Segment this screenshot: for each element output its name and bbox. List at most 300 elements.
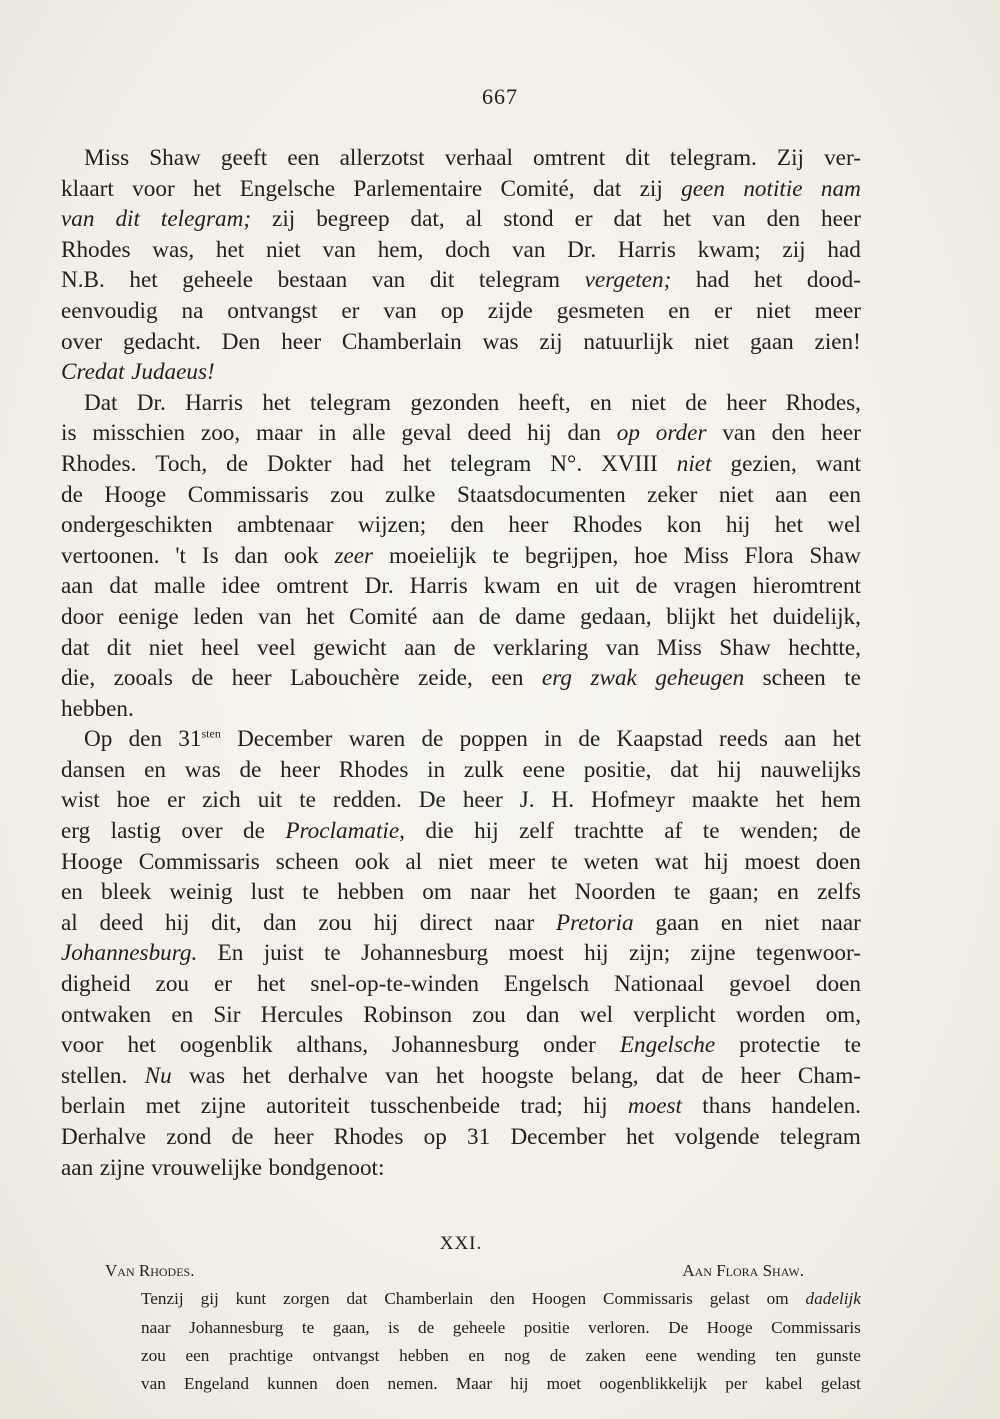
word: hechtte, [788,634,861,661]
word: geval [401,420,452,447]
word: dame [515,603,566,630]
word: wenden; [739,818,819,845]
word: zou [318,909,352,936]
text-line [61,204,861,235]
word: hebben [337,879,405,906]
word: Chamberlain [341,328,462,355]
word: de [418,1317,435,1337]
word: zijne [99,1154,145,1181]
word: dat [346,1289,368,1309]
text-line [61,877,861,908]
word: omtrent [533,145,606,171]
word: had [827,236,861,263]
word: Dat [84,389,118,416]
text-line [61,235,861,266]
word: te [550,848,568,875]
word: de [838,818,861,845]
word: Shaw [719,634,771,661]
telegram-line [61,1314,861,1342]
word: Engeland [184,1374,249,1394]
italic-word: geen [681,175,725,202]
telegram-number: XXI. [439,1233,483,1255]
word: Commissaris [603,1289,693,1309]
telegram-header [61,1257,861,1285]
word: de [635,573,658,600]
word: had [350,450,384,477]
word: allerzotst [339,145,425,171]
word: heer [508,512,549,539]
word: was [188,1062,226,1089]
word: althans, [296,1032,369,1059]
text-line [61,1030,861,1061]
word: het [242,1062,271,1089]
word: er [167,787,186,814]
word: doen [815,848,861,875]
word: dood- [806,267,861,294]
word: Dr. [567,236,597,263]
word: hij [583,1093,608,1120]
word: begrijpen, [524,542,619,569]
word: ondergeschikten [61,512,213,539]
word: uit [594,573,620,600]
word: naar [494,909,535,936]
word: hij [527,420,552,447]
word: het [193,175,222,202]
word: den [766,206,801,233]
word: ook [283,542,319,569]
word: heer [740,1062,781,1089]
text-line [61,265,861,296]
word: te [302,879,320,906]
word: Rhodes [572,512,643,539]
word: Dokter [267,450,332,477]
word: zulke [385,481,436,508]
italic-word: Johannesburg. [61,940,198,967]
word: ontvangst [227,297,318,324]
word: stellen. [61,1062,128,1089]
word: lastig [110,818,161,845]
italic-word: moest [627,1093,682,1120]
word: hij [510,1374,529,1394]
word: van [383,297,417,324]
word: Rhodes, [785,389,861,416]
word: positie [523,1317,570,1337]
word: die [425,818,454,845]
word: de [243,818,265,845]
word: Cham- [797,1062,861,1089]
word: zeker [647,481,698,508]
word: dansen [61,756,126,783]
text-line [61,1091,861,1122]
word: te [299,787,316,814]
word: den [450,512,485,539]
word: hij [725,512,751,539]
word: geheele [452,1317,506,1337]
text-line [61,1000,861,1031]
word: December [510,1124,606,1150]
word: de [421,726,444,753]
word: direct [419,909,473,936]
word: zijde [487,297,533,324]
word: en [720,909,743,936]
word: dit [106,634,132,661]
word: eene [522,756,566,783]
word: en [468,1345,485,1365]
word: van [141,1374,166,1394]
word: poppen [459,726,528,753]
text-line [61,847,861,878]
italic-word: geheugen [655,665,745,692]
word: het [662,206,692,233]
word: weinig [169,879,233,906]
word: Miss [683,542,729,569]
word: juist [263,940,304,967]
word: wat [654,848,689,875]
word: ambtenaar [236,512,334,539]
word: doen [335,1374,370,1394]
text-line [61,602,861,633]
text-line [61,938,861,969]
word: heeft, [518,389,571,416]
word: oogenblik [179,1032,273,1059]
word: gelast [709,1289,750,1309]
word: met [145,1093,181,1120]
word: de [61,481,83,508]
italic-word: Credat [61,359,125,386]
word: heer [273,1124,314,1150]
word: en [777,879,799,906]
word: Johannesburg [392,1032,520,1059]
word: aan [775,481,808,508]
word: Toch, [155,450,208,477]
word: Hooge [104,481,167,508]
word: nemen. [387,1374,438,1394]
word: Miss [656,634,702,661]
word: zich [202,787,241,814]
word: December [237,726,333,753]
word: H. [551,787,575,814]
word: moeielijk [388,542,477,569]
word: had [695,267,730,294]
word: gelast [820,1374,861,1394]
word: een [828,481,861,508]
word: zond [166,1124,212,1150]
text-line [61,633,861,664]
word: Dr. [136,389,166,416]
word: Rhodes. [61,450,137,477]
word: aan [61,1154,94,1181]
word: begreep [316,206,390,233]
word: dat [670,756,699,783]
word: blijkt [666,603,716,630]
word: hij [704,848,729,875]
word: Hooge [706,1317,753,1337]
word: gij [200,1289,219,1309]
italic-word: Judaeus! [131,359,215,386]
word: Kaapstad [616,726,703,753]
word: protectie [739,1032,821,1059]
word: positie, [583,756,652,783]
word: heer [820,420,861,447]
text-line [61,541,861,572]
text-line [61,418,861,449]
word: heel [200,634,240,661]
word: zoo, [200,420,241,447]
word: verloren. [588,1317,650,1337]
text-line [61,174,861,205]
text-line [61,663,861,694]
telegram-sender: Van Rhodes. [105,1261,195,1281]
word: kwam; [697,236,761,263]
telegram-text [61,1285,861,1399]
word: naar [820,909,861,936]
italic-word: Proclamatie, [285,818,405,845]
word: telegram [779,1124,861,1150]
word: gunste [816,1345,861,1365]
word: Dr. [364,573,394,600]
word: verhaal [444,145,513,171]
word: gezien, [730,450,797,477]
word: Rhodes [338,756,409,783]
word: ook [354,848,390,875]
word: XVIII [601,450,658,477]
word: gaan, [332,1317,370,1337]
word: veel [257,634,296,661]
word: eene [645,1345,677,1365]
word: zij [272,206,296,233]
word: moest [744,848,800,875]
text-line [61,510,861,541]
word: prachtige [229,1345,293,1365]
word: is [388,1317,400,1337]
italic-word: Engelsche [619,1032,716,1059]
word: den [490,1289,515,1309]
word: en [171,1001,194,1028]
word: Flora [744,542,794,569]
word: om, [825,1001,861,1028]
text-line [61,357,861,388]
word: Maar [455,1374,493,1394]
word: Den [221,328,261,355]
word: gedaan, [580,603,652,630]
word: te [323,940,341,967]
word: te [301,1317,315,1337]
word: voor [132,175,175,202]
italic-word: niet [676,450,712,477]
word: Harris [409,573,468,600]
word: trad; [520,1093,563,1120]
word: Rhodes [61,236,131,263]
word: Hofmeyr [591,787,675,814]
word: aan [61,573,94,600]
word: zou [472,1001,506,1028]
word: al [61,909,78,936]
word: telegram. [669,145,757,171]
word: eenige [118,603,179,630]
word: Rhodes [333,1124,404,1150]
word: Hoogen [531,1289,587,1309]
word: kabel [765,1374,803,1394]
word: de [231,1124,254,1150]
word: dan [234,542,268,569]
word: van [722,420,756,447]
word: het [262,389,291,416]
word: wijzen; [357,512,427,539]
word: door [61,603,104,630]
word: zij [639,175,663,202]
word: ver- [824,145,861,171]
word: af [664,818,683,845]
word: na [181,297,204,324]
word: gedacht. [123,328,201,355]
word: Engelsch [504,971,590,998]
word: het [435,1062,465,1089]
word: bestaan [277,267,348,294]
word: reeds [719,726,768,753]
italic-word: van [61,206,95,233]
word: Noorden [574,879,656,906]
word: zien! [814,328,861,355]
word: volgende [674,1124,760,1150]
text-line [61,816,861,847]
word: dit [429,267,455,294]
word: handelen. [771,1093,861,1120]
italic-word: zwak [590,665,637,692]
word: De [668,1317,689,1337]
word: te [492,542,510,569]
word: duidelijk, [772,603,861,630]
word: wel [579,1001,614,1028]
word: uit [257,787,283,814]
word: dat [61,634,90,661]
word: ten [775,1345,797,1365]
word: aan [432,603,465,630]
word: meer [814,297,861,324]
word: stond [503,206,554,233]
word: gaan; [708,879,759,906]
word: worden [735,1001,806,1028]
word: meer [488,848,536,875]
word: gezonden [410,389,500,416]
word: niet [265,236,301,263]
word: onder [543,1032,596,1059]
word: natuurlijk [583,328,674,355]
word: moest [508,940,564,967]
word: hoe [116,787,151,814]
word: erg [61,818,91,845]
word: de [478,603,501,630]
word: snel-op-te-winden [310,971,480,998]
word: al [465,206,483,233]
word: Sir [213,1001,241,1028]
word: was, [152,236,195,263]
word: hij [717,756,742,783]
word: tegenwoor- [755,940,861,967]
word: deed [467,420,512,447]
word: hij [373,909,399,936]
word: het [729,603,759,630]
word: derhalve [287,1062,368,1089]
word: hieromtrent [752,573,861,600]
word: het [753,267,783,294]
word: N°. [550,450,583,477]
word: Staatsdocumenten [456,481,626,508]
word: te [844,665,861,692]
word: 31 [178,726,202,753]
word: de [701,1062,724,1089]
word: dat, [410,206,445,233]
word: maakte [691,787,759,814]
word: doen [815,971,861,998]
word: te [673,879,691,906]
text-line [61,1122,861,1153]
word: belang, [570,1062,639,1089]
word: nog [504,1345,531,1365]
telegram-line [141,1285,861,1313]
word: te [844,1032,861,1059]
italic-word: notitie [743,175,803,202]
word: berlain [61,1093,126,1120]
word: er [714,297,733,324]
word: gaan [655,909,700,936]
word: de [191,665,214,692]
word: over [61,328,103,355]
word: Engelsche [239,175,336,202]
word: Robinson [363,1001,453,1028]
word: zijne [690,940,736,967]
telegram-line [141,1342,861,1370]
text-line [61,388,861,419]
word: eenvoudig [61,297,158,324]
word: niet [718,481,754,508]
word: op [423,1124,447,1150]
text-line [61,143,861,174]
word: J. [519,787,535,814]
word: En [217,940,244,967]
word: gesmeten [556,297,645,324]
word: want [815,450,861,477]
telegram-recipient: Aan Flora Shaw. [682,1261,804,1281]
word: Johannesburg [189,1317,284,1337]
word: scheen [762,665,826,692]
italic-word: erg [541,665,572,692]
word: lust [250,879,285,906]
word: telegram [309,389,392,416]
text-line [61,908,861,939]
word: en [61,879,83,906]
word: Commissaris [187,481,309,508]
word: zou [141,1345,166,1365]
word: op [440,297,464,324]
word: in [318,420,337,447]
word: niet [148,634,184,661]
word: dat [655,1062,685,1089]
word: telegram [450,450,532,477]
word: hem, [377,236,424,263]
word: redden. [332,787,402,814]
word: omtrent [276,573,349,600]
word: Harris [617,236,676,263]
word: over [181,818,223,845]
word: van [371,267,406,294]
word: er [574,206,593,233]
text-line [61,694,861,725]
word: dan [525,1001,560,1028]
word: een [287,145,320,171]
word: het [625,1124,655,1150]
word: telegram [478,267,561,294]
text-line [61,1061,861,1092]
